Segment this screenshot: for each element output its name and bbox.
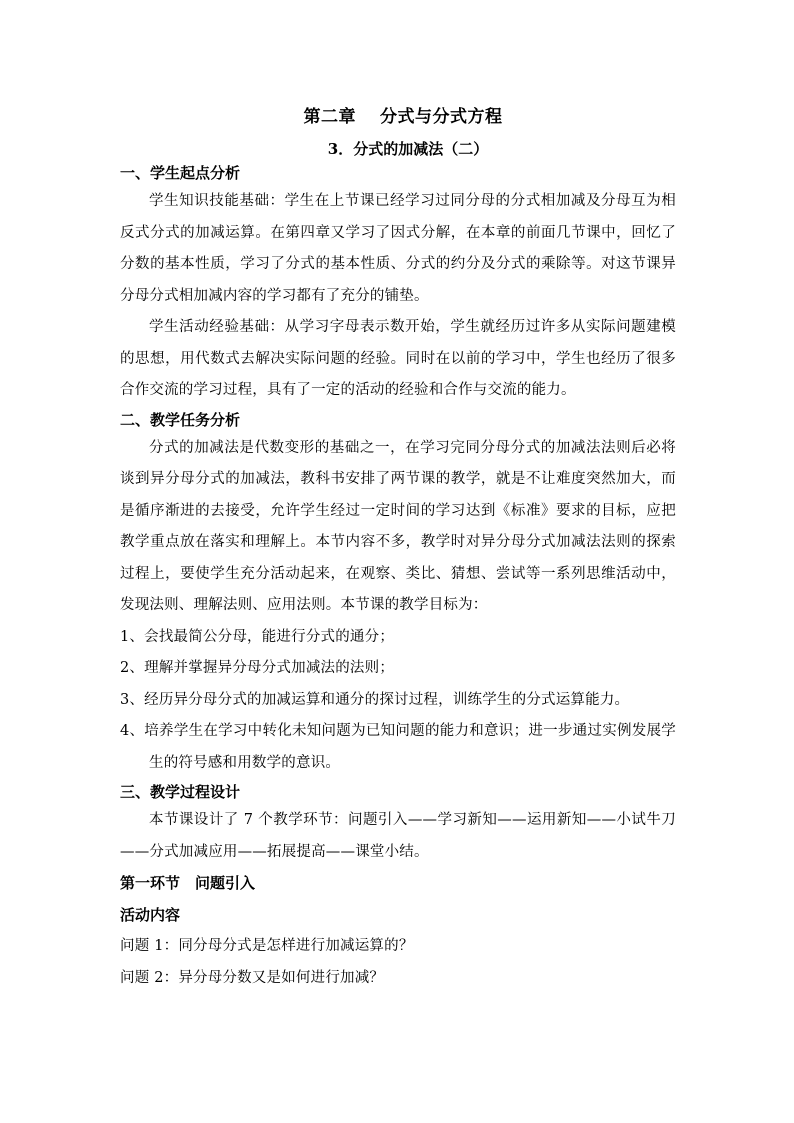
section-heading-task-analysis: 二、教学任务分析 — [120, 410, 241, 429]
chapter-title: 第二章 分式与分式方程 — [303, 107, 503, 127]
section-heading-process-design: 三、教学过程设计 — [120, 783, 241, 801]
teaching-goal-item: 1、会找最简公分母，能进行分式的通分； — [120, 628, 395, 645]
lesson-title: 3．分式的加减法（二） — [327, 140, 489, 158]
activity-content-heading: 活动内容 — [120, 905, 181, 924]
teaching-goals-list — [120, 622, 676, 780]
paragraph-activity-basis: 学生活动经验基础：从学习字母表示数开始，学生就经历过许多从实际问题建模的思想，用代数式去解决实际问题的经验。同时在以前的学习中，学生也经历了很多合作交流的学习过程，具有了一定的活动的经验和合作与交流的能力。 — [120, 319, 676, 398]
paragraph-process-overview: 本节课设计了 7 个教学环节：问题引入——学习新知——运用新知——小试牛刀——分式加减应用——拓展提高——课堂小结。 — [120, 812, 676, 860]
document-page — [120, 100, 676, 994]
question-1: 问题 1：同分母分式是怎样进行加减运算的？ — [120, 938, 414, 954]
paragraph-knowledge-basis: 学生知识技能基础：学生在上节课已经学习过同分母的分式相加减及分母互为相反式分式的加减运算。在第四章又学习了因式分解，在本章的前面几节课中，回忆了分数的基本性质，学习了分式的基本性质、分式的约分及分式的乘除等。对这节课异分母分式相加减内容的学习都有了充分的铺垫。 — [120, 193, 676, 304]
question-2: 问题 2：异分母分数又是如何进行加减？ — [120, 969, 385, 986]
step1-heading: 第一环节 问题引入 — [120, 874, 256, 892]
paragraph-task-analysis: 分式的加减法是代数变形的基础之一，在学习完同分母分式的加减法法则后必将谈到异分母分式的加减法，教科书安排了两节课的教学，就是不让难度突然加大，而是循序渐进的去接受，允许学生经过一定时间的学习达到《标准》要求的目标，应把教学重点放在落实和理解上。本节内容不多，教学时对异分母分式加减法法则的探索过程上，要使学生充分活动起来，在观察、类比、猜想、尝试等一系列思维活动中，发现法则、理解法则、应用法则。本节课的教学目标为： — [120, 439, 676, 613]
teaching-goal-item: 3、经历异分母分式的加减运算和通分的探讨过程，训练学生的分式运算能力。 — [120, 691, 630, 708]
section-heading-student-analysis: 一、学生起点分析 — [120, 164, 241, 182]
teaching-goal-item: 2、理解并掌握异分母分式加减法的法则； — [120, 660, 395, 676]
teaching-goal-item: 4、培养学生在学习中转化未知问题为已知问题的能力和意识；进一步通过实例发展学生的符号感和用数学的意识。 — [120, 723, 676, 771]
